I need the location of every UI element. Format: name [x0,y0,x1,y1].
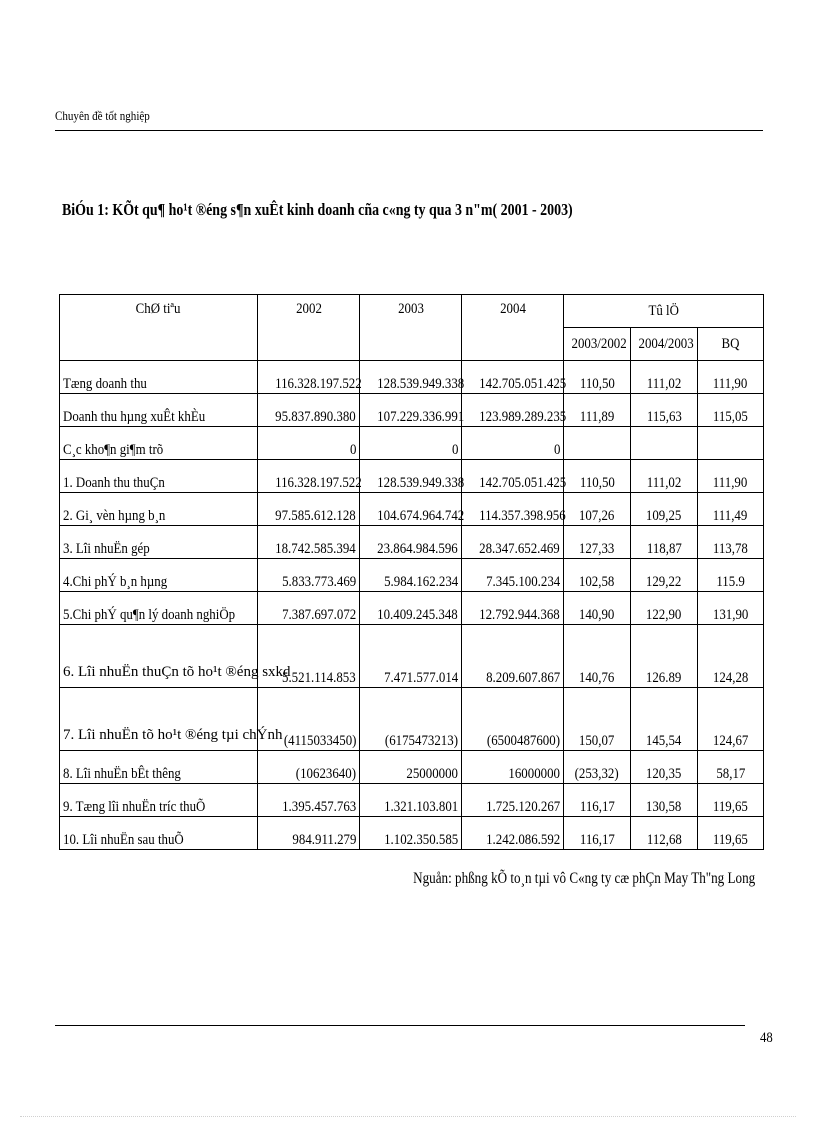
cell-2003: 0 [360,427,462,460]
cell-2002: 116.328.197.522 [258,361,360,394]
table-row [60,526,764,559]
cell-ratio-average: 111,90 [698,361,764,394]
source-note: Nguån: phßng kÕ to¸n tµi vô C«ng ty cæ phÇn May Th"ng Long [412,870,755,887]
cell-2004: 123.989.289.235 [462,394,564,427]
header-divider [55,130,763,131]
cell-2004: 142.705.051.425 [462,361,564,394]
cell-ratio-2003-2002: 102,58 [564,559,631,592]
cell-ratio-2003-2002: 150,07 [564,688,631,751]
cell-2003: 128.539.949.338 [360,460,462,493]
cell-ratio-2004-2003: 126.89 [631,625,698,688]
cell-2004: (6500487600) [462,688,564,751]
row-label: 6. Lîi nhuËn thuÇn tõ ho¹t ®éng sxkd [60,625,258,688]
table-row [60,592,764,625]
cell-ratio-average: 124,67 [698,688,764,751]
cell-2003: (6175473213) [360,688,462,751]
row-label: C¸c kho¶n gi¶m trõ [60,427,258,460]
cell-2004: 1.725.120.267 [462,784,564,817]
cell-ratio-average: 124,28 [698,625,764,688]
cell-ratio-2003-2002: 127,33 [564,526,631,559]
cell-ratio-average: 131,90 [698,592,764,625]
cell-ratio-average: 113,78 [698,526,764,559]
cell-2004: 16000000 [462,751,564,784]
row-label: 2. Gi¸ vèn hµng b¸n [60,493,258,526]
running-header: Chuyên đề tốt nghiệp [55,108,150,123]
cell-2002: 97.585.612.128 [258,493,360,526]
cell-ratio-2003-2002: 110,50 [564,361,631,394]
cell-2002: 1.395.457.763 [258,784,360,817]
cell-2002: 0 [258,427,360,460]
cell-ratio-2004-2003: 129,22 [631,559,698,592]
table-row [60,394,764,427]
column-header-2003-2002: 2003/2002 [564,328,631,361]
cell-ratio-2004-2003: 118,87 [631,526,698,559]
cell-2003: 128.539.949.338 [360,361,462,394]
table-row [60,427,764,460]
row-label: 4.Chi phÝ b¸n hµng [60,559,258,592]
cell-ratio-2003-2002: 116,17 [564,784,631,817]
column-header-2004: 2004 [462,295,564,361]
cell-2002: 5.833.773.469 [258,559,360,592]
cell-2004: 7.345.100.234 [462,559,564,592]
cell-ratio-average: 119,65 [698,784,764,817]
cell-ratio-average: 58,17 [698,751,764,784]
cell-ratio-2003-2002: 110,50 [564,460,631,493]
row-label: 7. Lîi nhuËn tõ ho¹t ®éng tµi chÝnh [60,688,258,751]
cell-ratio-2004-2003: 111,02 [631,460,698,493]
table-title: BiÓu 1: KÕt qu¶ ho¹t ®éng s¶n xuÊt kinh doanh cña c«ng ty qua 3 n"m( 2001 - 2003) [62,200,573,219]
cell-ratio-2003-2002: 140,76 [564,625,631,688]
table-row [60,817,764,850]
cell-2002: 5.521.114.853 [258,625,360,688]
cell-ratio-2003-2002: 107,26 [564,493,631,526]
cell-ratio-average: 115,05 [698,394,764,427]
cell-ratio-2003-2002: 116,17 [564,817,631,850]
row-label: 1. Doanh thu thuÇn [60,460,258,493]
table-row [60,460,764,493]
row-label: 8. Lîi nhuËn bÊt thêng [60,751,258,784]
page-bottom-edge [20,1116,796,1117]
cell-ratio-2004-2003: 111,02 [631,361,698,394]
results-table [59,294,764,850]
cell-ratio-2004-2003: 115,63 [631,394,698,427]
cell-2003: 104.674.964.742 [360,493,462,526]
cell-2002: 116.328.197.522 [258,460,360,493]
cell-2002: 95.837.890.380 [258,394,360,427]
cell-2002: 7.387.697.072 [258,592,360,625]
cell-2003: 107.229.336.991 [360,394,462,427]
header-row-1 [60,295,764,328]
table-row [60,688,764,751]
footer-divider [55,1025,745,1026]
cell-ratio-2004-2003: 145,54 [631,688,698,751]
cell-2004: 8.209.607.867 [462,625,564,688]
cell-ratio-2004-2003: 112,68 [631,817,698,850]
cell-ratio-2003-2002: 111,89 [564,394,631,427]
row-label: 9. Tæng lîi nhuËn tríc thuÕ [60,784,258,817]
cell-ratio-average [698,427,764,460]
cell-2002: 18.742.585.394 [258,526,360,559]
column-header-average: BQ [698,328,764,361]
cell-ratio-2003-2002: (253,32) [564,751,631,784]
cell-2003: 23.864.984.596 [360,526,462,559]
cell-ratio-2004-2003 [631,427,698,460]
row-label: 3. Lîi nhuËn gép [60,526,258,559]
cell-ratio-2004-2003: 130,58 [631,784,698,817]
column-header-indicator: ChØ tiªu [60,295,258,361]
table-row [60,751,764,784]
cell-2003: 7.471.577.014 [360,625,462,688]
cell-ratio-average: 111,90 [698,460,764,493]
cell-ratio-2004-2003: 120,35 [631,751,698,784]
row-label: Doanh thu hµng xuÊt khÈu [60,394,258,427]
cell-ratio-average: 119,65 [698,817,764,850]
table-row [60,559,764,592]
column-header-2002: 2002 [258,295,360,361]
cell-2003: 1.102.350.585 [360,817,462,850]
cell-2003: 10.409.245.348 [360,592,462,625]
cell-2004: 142.705.051.425 [462,460,564,493]
cell-2004: 12.792.944.368 [462,592,564,625]
cell-2004: 1.242.086.592 [462,817,564,850]
cell-2002: (10623640) [258,751,360,784]
cell-2004: 0 [462,427,564,460]
cell-2003: 5.984.162.234 [360,559,462,592]
cell-2004: 114.357.398.956 [462,493,564,526]
column-header-2004-2003: 2004/2003 [631,328,698,361]
table-row [60,625,764,688]
cell-ratio-average: 111,49 [698,493,764,526]
column-header-2003: 2003 [360,295,462,361]
cell-2003: 1.321.103.801 [360,784,462,817]
cell-2004: 28.347.652.469 [462,526,564,559]
row-label: 10. Lîi nhuËn sau thuÕ [60,817,258,850]
cell-2002: 984.911.279 [258,817,360,850]
cell-ratio-average: 115.9 [698,559,764,592]
cell-2003: 25000000 [360,751,462,784]
table-row [60,784,764,817]
cell-ratio-2003-2002 [564,427,631,460]
cell-ratio-2003-2002: 140,90 [564,592,631,625]
table-row [60,361,764,394]
column-header-ratio-group: Tû lÖ [564,295,764,328]
table-row [60,493,764,526]
cell-2002: (4115033450) [258,688,360,751]
cell-ratio-2004-2003: 122,90 [631,592,698,625]
row-label: Tæng doanh thu [60,361,258,394]
row-label: 5.Chi phÝ qu¶n lý doanh nghiÖp [60,592,258,625]
page-number: 48 [760,1030,773,1046]
cell-ratio-2004-2003: 109,25 [631,493,698,526]
